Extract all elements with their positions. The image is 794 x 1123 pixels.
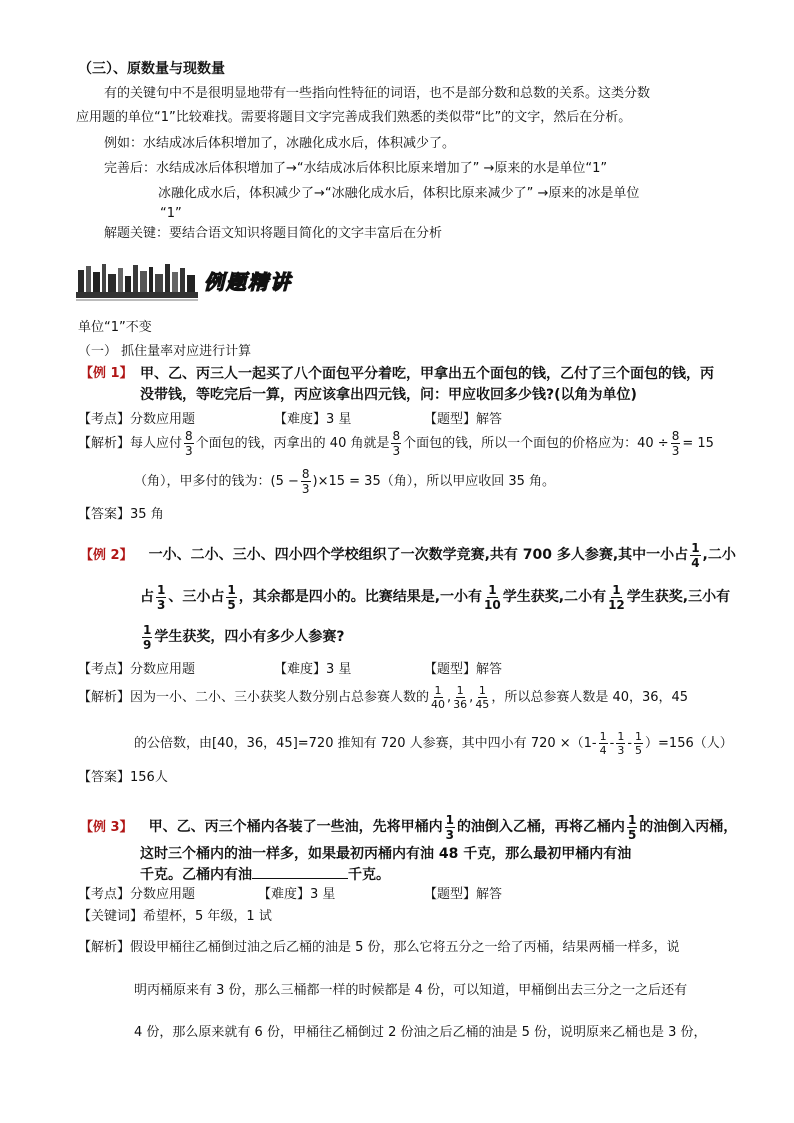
question-text: ，其余都是四小的。比赛结果是,一小有 [238,589,483,605]
question-text: 学生获奖,二小有 [502,589,607,605]
fraction: $\frac{8}{3}$ [301,467,310,496]
nandu-label: 【难度】 [258,887,311,902]
solution-text: )×15 = 35（角），所以甲应收回 35 角。 [312,474,556,489]
nandu-value: 3 星 [310,887,336,902]
example-3-solution: 明丙桶原来有 3 份，那么三桶都一样的时候都是 4 份，可以知道，甲桶倒出去三分之一之后还有 [134,983,688,998]
example-2-question [140,582,730,613]
paragraph-line: 有的关键句中不是很明显地带有一些指向性特征的词语，也不是部分数和总数的关系。这类分数 [104,86,651,101]
question-text: ,二小 [702,547,736,563]
solution-text: ，所以总参赛人数是 40，36，45 [491,690,689,705]
kaodian-value: 分数应用题 [130,887,196,902]
tixing-label: 【题型】 [424,412,477,427]
solution-text: 假设甲桶往乙桶倒过油之后乙桶的油是 5 份，那么它将五分之一给了丙桶，结果两桶一样多，说 [130,940,680,955]
fraction: $\frac{1}{45}$ [475,684,490,711]
example-1-answer [78,507,164,523]
example-1-question: 没带钱，等吃完后一算，丙应该拿出四元钱，问：甲应收回多少钱?(以角为单位) [140,387,637,403]
kaodian-label: 【考点】 [78,887,131,902]
example-1-meta [78,412,195,428]
fraction: $\frac{1}{3}$ [445,813,454,842]
example-1-meta [274,412,351,428]
example-2-solution: 【解析】因为一小、二小、三小获奖人数分别占总参赛人数的 $\frac{1}{40}$ , $\frac{1}{36}$ , $\frac{1}{45}$ ，所以总参赛人数是 40，36，45 [78,684,689,711]
fraction: $\frac{1}{3}$ [157,583,166,612]
question-text: 学生获奖，四小有多少人参赛? [154,629,345,645]
refined-line: 冰融化成水后，体积减少了→“冰融化成水后，体积比原来减少了” →原来的冰是单位 [158,186,640,201]
answer-value: 35 角 [130,507,164,522]
example-1-solution [78,430,714,457]
example-banner [76,262,306,304]
example-3-meta [258,887,335,903]
example-3-tag: 【例 3】 [80,820,133,835]
fraction: $\frac{1}{4}$ [691,541,700,570]
banner-title: 例题精讲 [204,270,292,294]
tixing-label: 【题型】 [424,662,477,677]
tixing-value: 解答 [476,412,503,427]
example-2-meta [424,662,502,678]
jiexi-label: 【解析】 [78,940,131,955]
solution-text: 因为一小、二小、三小获奖人数分别占总参赛人数的 [130,690,430,705]
nandu-label: 【难度】 [274,412,327,427]
kaodian-value: 分数应用题 [130,412,196,427]
fraction: $\frac{1}{36}$ [453,684,468,711]
jiexi-label: 【解析】 [78,436,131,451]
fraction: $\frac{1}{12}$ [608,583,625,612]
answer-label: 【答案】 [78,770,131,785]
solution-text: （角），甲多付的钱为：(5 − [134,474,299,489]
fraction: $\frac{1}{4}$ [599,730,607,757]
section-title: （三）、原数量与现数量 [78,61,225,77]
kaodian-value: 分数应用题 [130,662,196,677]
answer-value: 156人 [130,770,168,785]
fraction: $\frac{1}{5}$ [627,813,637,842]
fraction: $\frac{8}{3}$ [185,429,193,458]
example-line: 例如：水结成冰后体积增加了，冰融化成水后，体积减少了。 [104,136,456,151]
key-line: 解题关键：要结合语文知识将题目简化的文字丰富后在分析 [104,226,443,241]
tixing-value: 解答 [476,662,503,677]
jiexi-label: 【解析】 [78,690,131,705]
fraction: $\frac{8}{3}$ [671,429,680,458]
question-text: 甲、乙、丙三个桶内各装了一些油，先将甲桶内 [148,819,443,835]
example-1-meta [424,412,502,428]
question-text: 占 [140,589,154,605]
example-2-meta [274,662,351,678]
question-text: 的油倒入乙桶，再将乙桶内 [456,819,625,835]
answer-blank[interactable] [252,866,348,879]
fraction: $\frac{1}{40}$ [431,684,446,711]
example-1-question: 甲、乙、丙三人一起买了八个面包平分着吃，甲拿出五个面包的钱，乙付了三个面包的钱，丙 [140,366,714,382]
answer-label: 【答案】 [78,507,131,522]
solution-text: 个面包的钱，所以一个面包的价格应为：40 ÷ [403,436,669,451]
example-2-question [80,540,736,571]
example-3-question [140,866,390,884]
example-3-question [80,812,737,843]
question-text: 一小、二小、三小、四小四个学校组织了一次数学竞赛,共有 700 多人参赛,其中一小占 [148,547,689,563]
nandu-value: 3 星 [326,412,352,427]
solution-text: 的公倍数，由[40，36，45]=720 推知有 720 人参赛，其中四小有 720 ×（1- [134,736,597,751]
keywords-value: 希望杯，5 年级，1 试 [143,909,272,924]
sub-heading: （一） 抓住量率对应进行计算 [78,344,252,359]
example-2-answer [78,770,168,786]
example-3-solution: 4 份，那么原来就有 6 份，甲桶往乙桶倒过 2 份油之后乙桶的油是 5 份，说明原来乙桶也是 3 份， [134,1025,707,1040]
question-text: 千克。乙桶内有油 [140,867,252,883]
paragraph-line: 应用题的单位“1”比较难找。需要将题目文字完善成我们熟悉的类似带“比”的文字，然后在分析。 [76,110,632,125]
example-2-solution: 的公倍数，由[40，36，45]=720 推知有 720 人参赛，其中四小有 720 ×（1- $\frac{1}{4}$ - $\frac{1}{3}$ - $\frac{1}{5}$ ）=156（人） [134,730,733,757]
fraction: $\frac{8}{3}$ [392,429,401,458]
solution-text: 每人应付 [130,436,183,451]
tixing-value: 解答 [476,887,503,902]
unit-heading: 单位“1”不变 [78,320,152,335]
fraction: $\frac{1}{3}$ [617,730,625,757]
nandu-label: 【难度】 [274,662,327,677]
fraction: $\frac{1}{5}$ [635,730,643,757]
question-text: 、三小占 [168,589,225,605]
example-3-meta [424,887,502,903]
example-3-question: 这时三个桶内的油一样多，如果最初丙桶内有油 48 千克，那么最初甲桶内有油 [140,846,632,862]
keywords-label: 【关键词】 [78,909,144,924]
example-3-meta [78,887,195,903]
fraction: $\frac{1}{5}$ [227,583,236,612]
refined-line: “1” [160,206,182,221]
fraction: $\frac{1}{10}$ [484,583,501,612]
example-2-meta [78,662,195,678]
fraction: $\frac{1}{9}$ [143,623,152,652]
kaodian-label: 【考点】 [78,662,131,677]
example-3-keywords [78,909,272,925]
question-text: 千克。 [348,867,390,883]
example-3-solution [78,940,680,956]
kaodian-label: 【考点】 [78,412,131,427]
solution-text: = 15 [682,436,714,451]
example-1-solution [134,468,555,495]
nandu-value: 3 星 [326,662,352,677]
refined-line: 完善后：水结成冰后体积增加了→“水结成冰后体积比原来增加了” →原来的水是单位“1” [104,161,608,176]
tixing-label: 【题型】 [424,887,477,902]
example-2-question [140,622,344,653]
example-2-tag: 【例 2】 [80,548,133,563]
solution-text: 个面包的钱，丙拿出的 40 角就是 [195,436,390,451]
solution-text: ）=156（人） [645,736,733,751]
question-text: 的油倒入丙桶， [639,819,738,835]
example-1-tag: 【例 1】 [80,366,133,381]
question-text: 学生获奖,三小有 [626,589,731,605]
